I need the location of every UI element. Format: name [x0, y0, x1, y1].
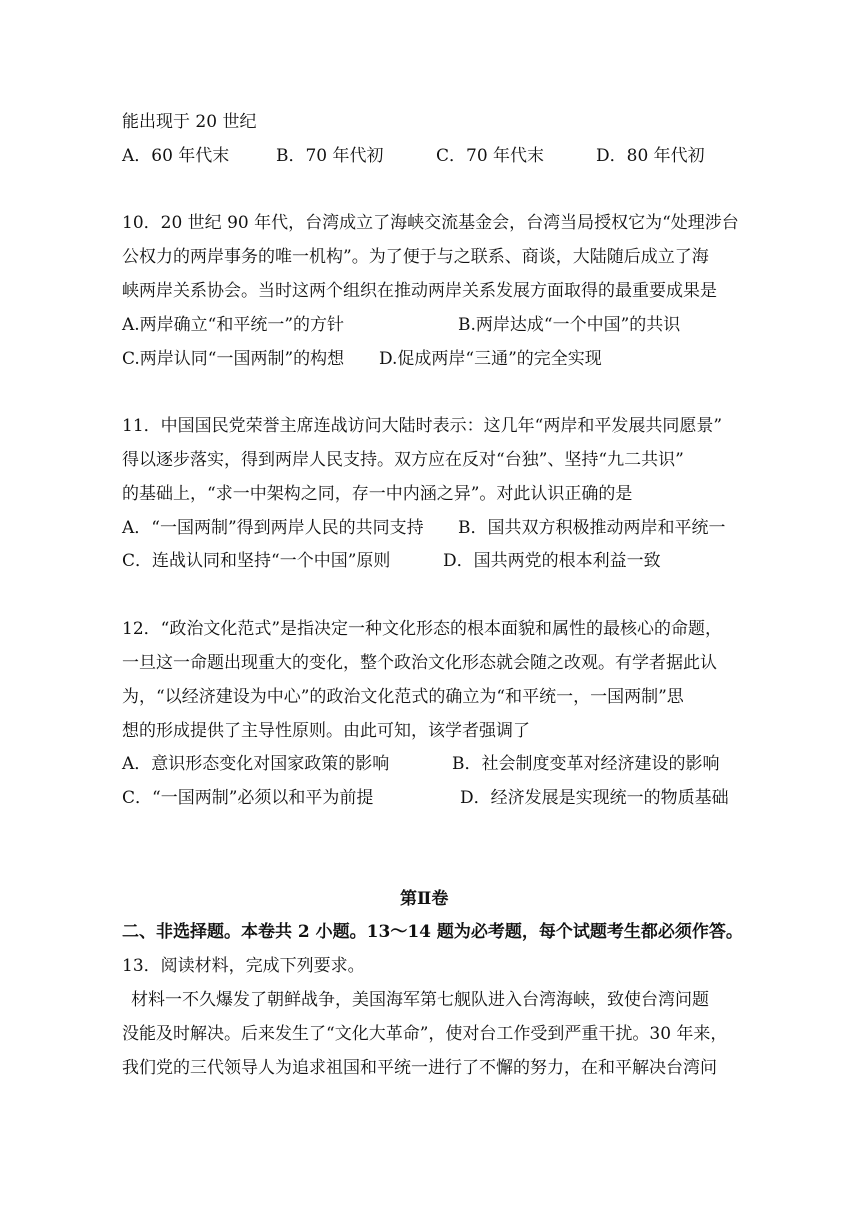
section-title: 第Ⅱ卷 [400, 889, 449, 909]
question-12-line-2: 一旦这一命题出现重大的变化，整个政治文化形态就会随之改观。有学者据此认 [122, 653, 717, 673]
question-12-option-a: A．意识形态变化对国家政策的影响 [122, 754, 390, 774]
question-10-option-a: A.两岸确立“和平统一”的方针 [122, 315, 345, 335]
question-12-option-d: D．经济发展是实现统一的物质基础 [460, 788, 729, 808]
question-12-option-c: C．“一国两制”必须以和平为前提 [122, 788, 374, 808]
material-1-line-1: 材料一不久爆发了朝鲜战争，美国海军第七舰队进入台湾海峡，致使台湾问题 [131, 990, 709, 1010]
question-11-line-3: 的基础上，“求一中架构之同，存一中内涵之异”。对此认识正确的是 [122, 484, 633, 504]
section-heading: 二、非选择题。本卷共 2 小题。13～14 题为必考题，每个试题考生都必须作答。 [122, 922, 743, 942]
question-12-line-3: 为，“以经济建设为中心”的政治文化范式的确立为“和平统一，一国两制”思 [122, 687, 684, 707]
question-9-option-a: A．60 年代末 [122, 146, 230, 166]
question-10-line-3: 峡两岸关系协会。当时这两个组织在推动两岸关系发展方面取得的最重要成果是 [122, 281, 717, 301]
question-11-option-a: A．“一国两制”得到两岸人民的共同支持 [122, 518, 424, 538]
question-11-option-d: D．国共两党的根本利益一致 [443, 551, 661, 571]
question-9-option-b: B．70 年代初 [276, 146, 384, 166]
question-10-option-b: B.两岸达成“一个中国”的共识 [458, 315, 681, 335]
question-9-option-d: D．80 年代初 [596, 146, 705, 166]
question-11-option-c: C．连战认同和坚持“一个中国”原则 [122, 551, 391, 571]
question-10-line-2: 公权力的两岸事务的唯一机构”。为了便于与之联系、商谈，大陆随后成立了海 [122, 247, 709, 267]
question-11-line-1: 11．中国国民党荣誉主席连战访问大陆时表示：这几年“两岸和平发展共同愿景” [122, 416, 723, 436]
material-1-line-3: 我们党的三代领导人为追求祖国和平统一进行了不懈的努力，在和平解决台湾问 [122, 1058, 717, 1078]
question-11-line-2: 得以逐步落实，得到两岸人民支持。双方应在反对“台独”、坚持“九二共识” [122, 450, 684, 470]
question-10-option-c: C.两岸认同“一国两制”的构想 [122, 349, 345, 369]
question-13-intro: 13．阅读材料，完成下列要求。 [122, 956, 365, 976]
question-9-option-c: C．70 年代末 [436, 146, 545, 166]
material-1-line-2: 没能及时解决。后来发生了“文化大革命”，使对台工作受到严重干扰。30 年来， [122, 1024, 728, 1044]
question-11-option-b: B．国共双方积极推动两岸和平统一 [458, 518, 726, 538]
question-10-option-d: D.促成两岸“三通”的完全实现 [379, 349, 602, 369]
question-12-option-b: B．社会制度变革对经济建设的影响 [452, 754, 720, 774]
question-10-line-1: 10．20 世纪 90 年代，台湾成立了海峡交流基金会，台湾当局授权它为“处理涉台 [122, 213, 739, 233]
question-9-tail: 能出现于 20 世纪 [122, 112, 257, 132]
question-12-line-4: 想的形成提供了主导性原则。由此可知，该学者强调了 [122, 721, 530, 741]
question-12-line-1: 12．“政治文化范式”是指决定一种文化形态的根本面貌和属性的最核心的命题， [122, 619, 723, 639]
